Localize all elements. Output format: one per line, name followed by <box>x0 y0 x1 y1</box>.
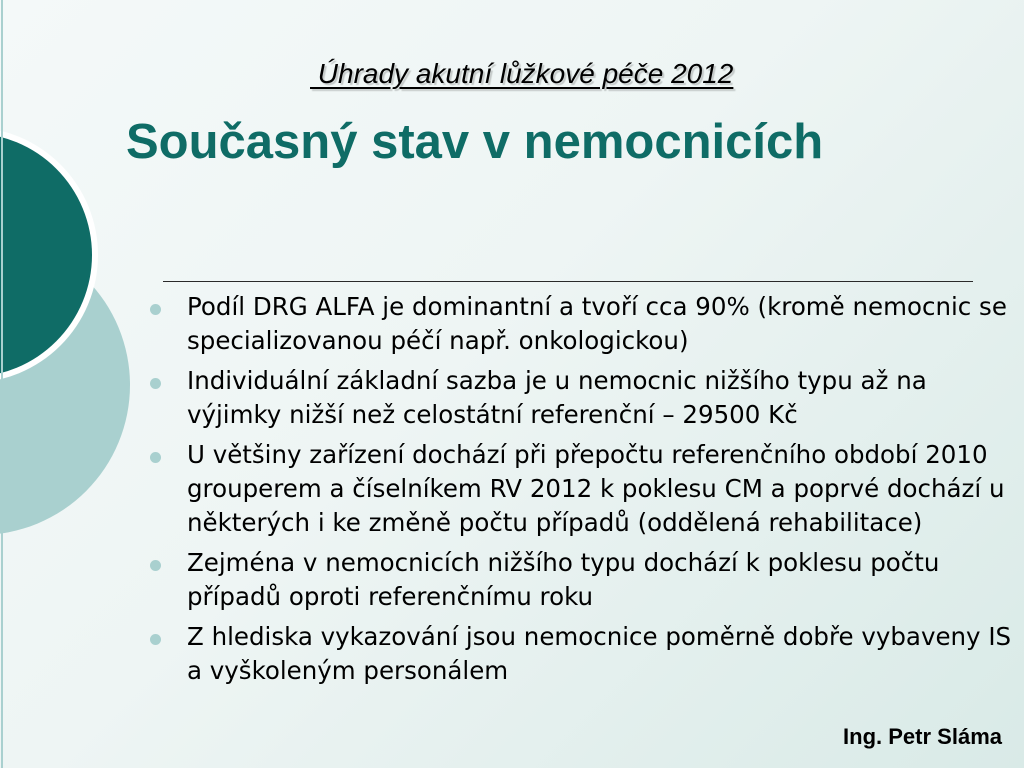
slide-title: Současný stav v nemocnicích <box>126 115 824 169</box>
bullet-dot-icon <box>150 634 161 645</box>
bullet-item <box>150 438 1020 540</box>
slide-subtitle: Úhrady akutní lůžkové péče 2012 <box>310 58 734 89</box>
bullet-list <box>150 290 1020 694</box>
bullet-dot-icon <box>150 560 161 571</box>
bullet-item <box>150 290 1020 358</box>
bullet-text: U většiny zařízení dochází při přepočtu referenčního období 2010 grouperem a číselníkem RV 2012 k poklesu CM a poprvé dochází u některých i ke změně počtu případů (oddělená rehabilitace) <box>187 440 1005 537</box>
bullet-dot-icon <box>150 378 161 389</box>
title-divider <box>163 281 973 282</box>
bullet-item <box>150 546 1020 614</box>
bullet-text: Individuální základní sazba je u nemocnic nižšího typu až na výjimky nižší než celostátní referenční – 29500 Kč <box>187 366 927 429</box>
bullet-text: Zejména v nemocnicích nižšího typu dochází k poklesu počtu případů oproti referenčnímu roku <box>187 548 940 611</box>
author-name: Ing. Petr Sláma <box>843 724 1002 749</box>
bullet-text: Z hlediska vykazování jsou nemocnice poměrně dobře vybaveny IS a vyškoleným personálem <box>187 622 1012 685</box>
bullet-item <box>150 364 1020 432</box>
bullet-dot-icon <box>150 304 161 315</box>
bullet-dot-icon <box>150 452 161 463</box>
bullet-text: Podíl DRG ALFA je dominantní a tvoří cca 90% (kromě nemocnic se specializovanou péčí např. onkologickou) <box>187 292 1007 355</box>
bullet-item <box>150 620 1020 688</box>
